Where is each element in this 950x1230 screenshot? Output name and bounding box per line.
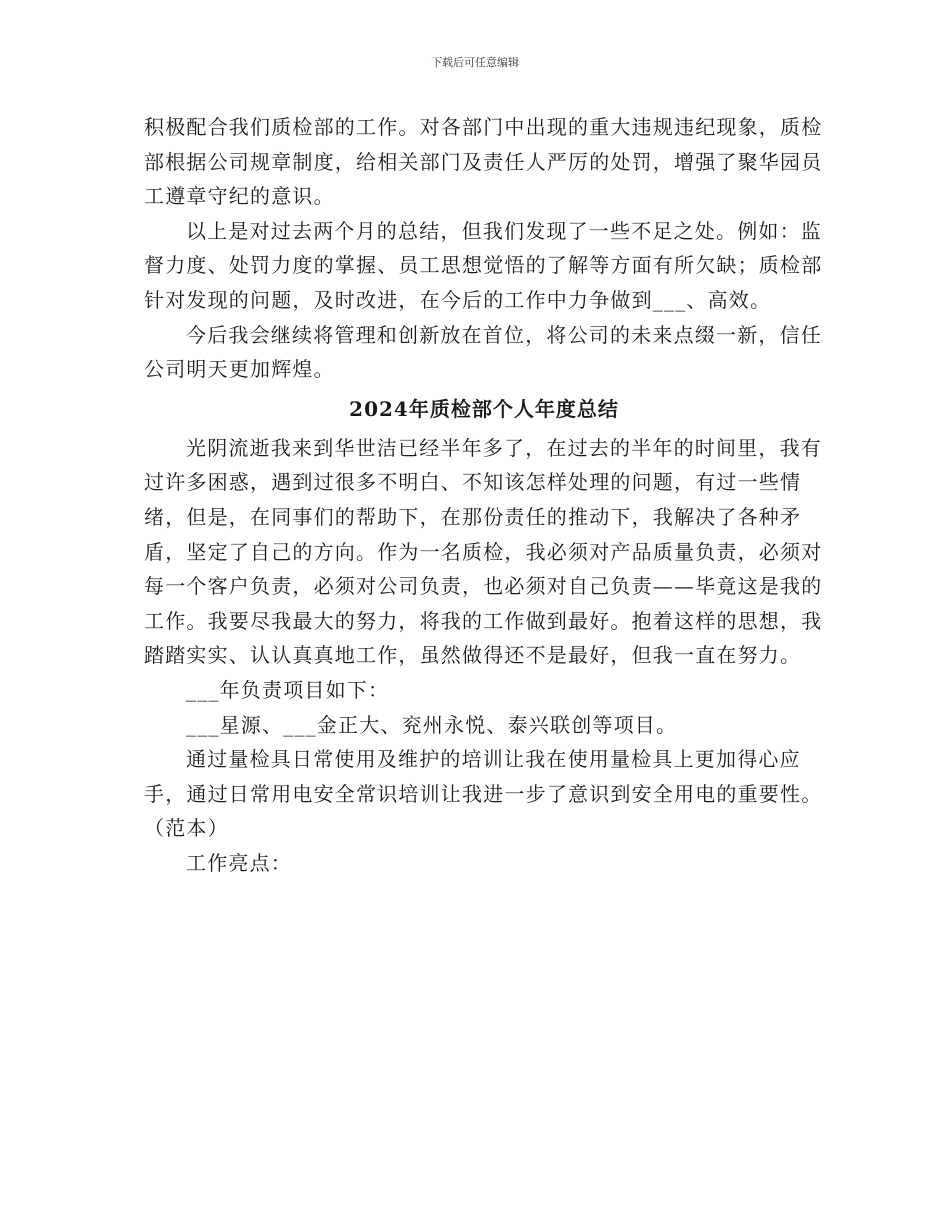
paragraph-7: 通过量检具日常使用及维护的培训让我在使用量检具上更加得心应手，通过日常用电安全常识培训让我进一步了意识到安全用电的重要性。（范本）	[144, 747, 823, 841]
paragraph-2: 以上是对过去两个月的总结，但我们发现了一些不足之处。例如：监督力度、处罚力度的掌握、员工思想觉悟的了解等方面有所欠缺；质检部针对发现的问题，及时改进，在今后的工作中力争做到___、高效。	[144, 218, 823, 312]
page-header: 下载后可任意编辑	[431, 56, 519, 69]
paragraph-1: 积极配合我们质检部的工作。对各部门中出现的重大违规违纪现象，质检部根据公司规章制度，给相关部门及责任人严厉的处罚，增强了聚华园员工遵章守纪的意识。	[144, 115, 823, 209]
document-body	[144, 110, 824, 880]
paragraph-6: ___星源、___金正大、兖州永悦、泰兴联创等项目。	[186, 712, 678, 737]
paragraph-5: ___年负责项目如下：	[186, 677, 390, 702]
paragraph-8: 工作亮点：	[186, 850, 292, 875]
section-title: 2024年质检部个人年度总结	[349, 396, 619, 421]
paragraph-4: 光阴流逝我来到华世洁已经半年多了，在过去的半年的时间里，我有过许多困惑，遇到过很多不明白、不知该怎样处理的问题，有过一些情绪，但是，在同事们的帮助下，在那份责任的推动下，我解决了各种矛盾，坚定了自己的方向。作为一名质检，我必须对产品质量负责，必须对每一个客户负责，必须对公司负责，也必须对自己负责——毕竟这是我的工作。我要尽我最大的努力，将我的工作做到最好。抱着这样的思想，我踏踏实实、认认真真地工作，虽然做得还不是最好，但我一直在努力。	[144, 435, 823, 668]
paragraph-3: 今后我会继续将管理和创新放在首位，将公司的未来点缀一新，信任公司明天更加辉煌。	[144, 322, 822, 382]
